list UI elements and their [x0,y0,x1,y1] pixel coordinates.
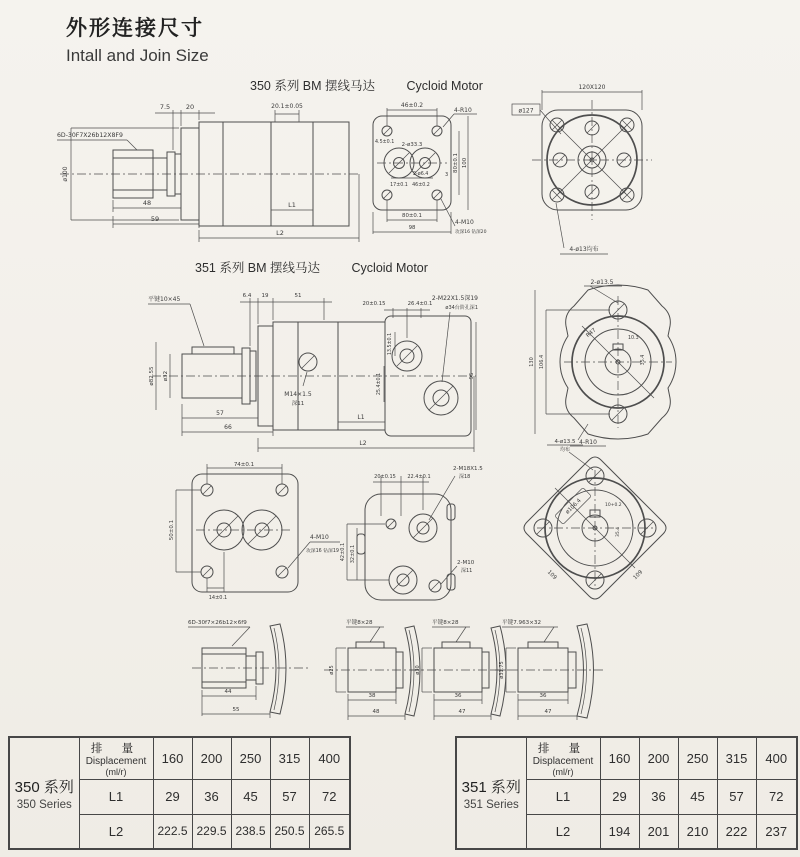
dim-label: ø32 [163,370,169,382]
displacement-label-en: Displacement [532,755,594,767]
drawing-shaft-key-3175 [488,616,613,734]
series-name-en: 350 Series [16,798,72,811]
holes-label: 4-ø13均布 [569,246,599,253]
table-cell: 36 [192,779,231,814]
displacement-header-cell [526,737,600,779]
dim-label: 3 [445,172,449,178]
table-cell: 200 [639,737,678,779]
row-label: L1 [79,779,153,814]
pilot-label: ø106.4 [564,497,583,516]
dim-label: 100 [462,157,468,169]
radius-label: 4-R10 [579,439,597,446]
dim-label: 80±0.1 [453,153,459,173]
dim-label: 95 [469,372,475,380]
dim-label: 6.4 [242,293,252,299]
dim-label: 98 [408,225,416,231]
table-cell: 45 [678,779,717,814]
table-cell: 315 [717,737,756,779]
heading-350-en: Cycloid Motor [406,79,483,93]
dim-label: 109 [632,569,645,582]
dim-label: 36 [454,693,462,699]
key-label: 平键7.963×32 [502,620,542,626]
drawing-351-side-view [148,276,480,458]
table-cell: 237 [756,814,797,849]
dim-label: 13.5±0.1 [388,332,393,356]
dim-label: 46±0.2 [400,102,424,109]
dim-label: 20 [185,103,195,111]
drawing-wheel-flange [162,460,362,610]
series-cell [456,737,526,849]
dim-label: ø25 [329,665,335,675]
dim-label: 106.4 [539,354,545,370]
thread-note: ø34台阶孔深1 [445,305,478,311]
shaft4-geometry [492,624,606,720]
table-cell: 265.5 [309,814,350,849]
heading-351-zh: 351 系列 BM 摆线马达 [195,261,321,275]
dim-label: 20.1±0.05 [271,103,303,110]
dim-label: 50±0.1 [169,519,175,541]
dim-label: 22.4±0.1 [407,474,431,480]
table-cell: 45 [231,779,270,814]
dim-label: 38 [368,693,376,699]
table-cell: 160 [153,737,192,779]
shaft1-geometry [188,624,308,718]
series-name-zh: 351 系列 [461,778,521,796]
thread-note: 深11 [291,401,305,407]
dim-label: ø30 [415,665,421,675]
drawing-valve-face [333,446,508,621]
holes-label: 4-ø13.5 [554,439,576,445]
table-cell: 29 [153,779,192,814]
displacement-unit: (ml/r) [552,766,574,777]
row-label: L1 [526,779,600,814]
dim-label: 109 [545,569,558,582]
350-side-geometry [57,110,360,242]
dim-label: L1 [357,414,365,421]
valve-face-geometry [347,476,457,600]
row-label: L2 [526,814,600,849]
page-title-zh: 外形连接尺寸 [66,17,204,40]
thread-label: 2-M10 [457,560,475,566]
dim-label: 48 [372,709,380,715]
table-cell: 210 [678,814,717,849]
thread-note: 深18 [459,474,471,480]
heading-350-zh: 350 系列 BM 摆线马达 [250,79,376,93]
table-cell: 201 [639,814,678,849]
key-label: 平键10×45 [148,296,181,303]
spline-spec-label: 6D-30F7X26b12X8F9 [57,132,123,139]
dim-label: 74±0.1 [233,462,255,468]
dim-label: 10.3 [628,336,639,341]
dim-label: 25.4±0.1 [377,372,382,396]
table-350-series [8,736,351,850]
drawing-351-end-flange [530,276,708,448]
displacement-label-zh: 排 量 [537,742,589,755]
heading-351-en: Cycloid Motor [351,261,428,275]
table-cell: 250 [678,737,717,779]
table-cell: 250 [231,737,270,779]
row-label: L2 [79,814,153,849]
radius-label: R47 [585,327,598,340]
dim-label: 35.4 [616,526,621,538]
table-cell: 36 [639,779,678,814]
thread-label: 4-M10 [310,534,329,541]
351-end-geometry [535,285,676,446]
dim-label: 36 [539,693,547,699]
dim-label: 80±0.1 [402,213,422,219]
dim-label: 35.4 [641,354,646,366]
drawing-diamond-flange [503,436,688,621]
dim-label: 51 [294,293,302,299]
key-label: 平键8×28 [432,620,459,626]
dim-label: 4.5±0.1 [375,140,395,145]
table-cell: 315 [270,737,309,779]
thread-label: M14×1.5 [284,391,312,398]
dim-label: ø100 [62,166,69,182]
dim-label: 20±0.15 [374,474,396,480]
dim-label: 130 [529,357,535,367]
table-351-series [455,736,798,850]
dim-label: L2 [276,229,284,237]
dim-label: L1 [288,201,296,209]
thread-note: 深11 [461,568,473,574]
350-end-geometry [512,90,652,254]
series-cell [9,737,79,849]
table-cell: 160 [600,737,639,779]
dim-label: 2-ø33.3 [401,142,423,148]
dim-label: ø82.55 [149,366,155,386]
dim-label: 47 [458,709,466,715]
thread-label: 2-M18X1.5 [453,466,483,472]
table-cell: 222.5 [153,814,192,849]
key-label: 平键8×28 [346,620,373,626]
dim-label: 57 [216,410,224,417]
displacement-label-en: Displacement [85,755,147,767]
thread-note: 攻深16 钻深19 [306,549,339,554]
displacement-label-zh: 排 量 [90,742,142,755]
dim-label: 47 [544,709,552,715]
table-cell: 400 [756,737,797,779]
dim-label: 19 [261,293,269,299]
series-name-zh: 350 系列 [14,778,74,796]
displacement-unit: (ml/r) [105,766,127,777]
displacement-header-cell [79,737,153,779]
drawing-350-end-flange [512,80,677,260]
dim-label: 42±0.1 [340,542,346,562]
holes-label: 2-ø13.5 [590,279,614,286]
dim-label: 14±0.1 [208,595,228,601]
dim-label: 48 [142,199,152,207]
dim-label: 26.4±0.1 [407,301,433,307]
spline-spec-label: 6D-30f7×26b12×6f9 [188,620,247,626]
thread-label: 4-M10 [455,219,474,226]
table-cell: 400 [309,737,350,779]
table-cell: 250.5 [270,814,309,849]
pilot-label: ø127 [518,107,534,115]
drawing-350-side-view [55,90,365,258]
dim-label: 46±0.2 [412,183,430,188]
holes-label: 均布 [559,447,571,453]
dim-label: 32±0.1 [350,544,356,564]
table-cell: 200 [192,737,231,779]
dim-label: 55 [232,707,240,713]
dim-label: 17±0.1 [390,183,408,188]
dim-label: 7.5 [159,103,171,111]
350-port-geometry [373,108,477,234]
diamond-flange-geometry [524,445,666,599]
dim-label: 2-ø6.4 [413,172,429,177]
dim-label: 59 [150,215,160,223]
dim-label: 44 [224,689,232,695]
dim-label: 10+0.2 [605,503,622,508]
table-cell: 72 [309,779,350,814]
dim-label: L2 [359,440,367,447]
thread-note: 攻深16 钻深20 [455,230,487,235]
dim-label: 4-R10 [454,107,472,114]
thread-label: 2-M22X1.5深19 [431,295,478,302]
wheel-flange-geometry [176,464,340,592]
series-name-en: 351 Series [463,798,519,811]
drawing-shaft-spline [188,616,316,734]
table-cell: 222 [717,814,756,849]
table-cell: 72 [756,779,797,814]
dim-label: 20±0.15 [362,301,386,307]
dim-label: ø31.75 [499,661,505,679]
dim-label: 120X120 [578,84,606,91]
table-cell: 57 [270,779,309,814]
drawing-350-port-face [355,96,505,248]
dim-label: 66 [224,424,232,431]
page-title-en: Intall and Join Size [66,46,209,65]
table-cell: 229.5 [192,814,231,849]
table-cell: 194 [600,814,639,849]
table-cell: 29 [600,779,639,814]
section-heading-351 [195,258,428,276]
351-side-geometry [148,298,476,452]
table-cell: 238.5 [231,814,270,849]
table-cell: 57 [717,779,756,814]
